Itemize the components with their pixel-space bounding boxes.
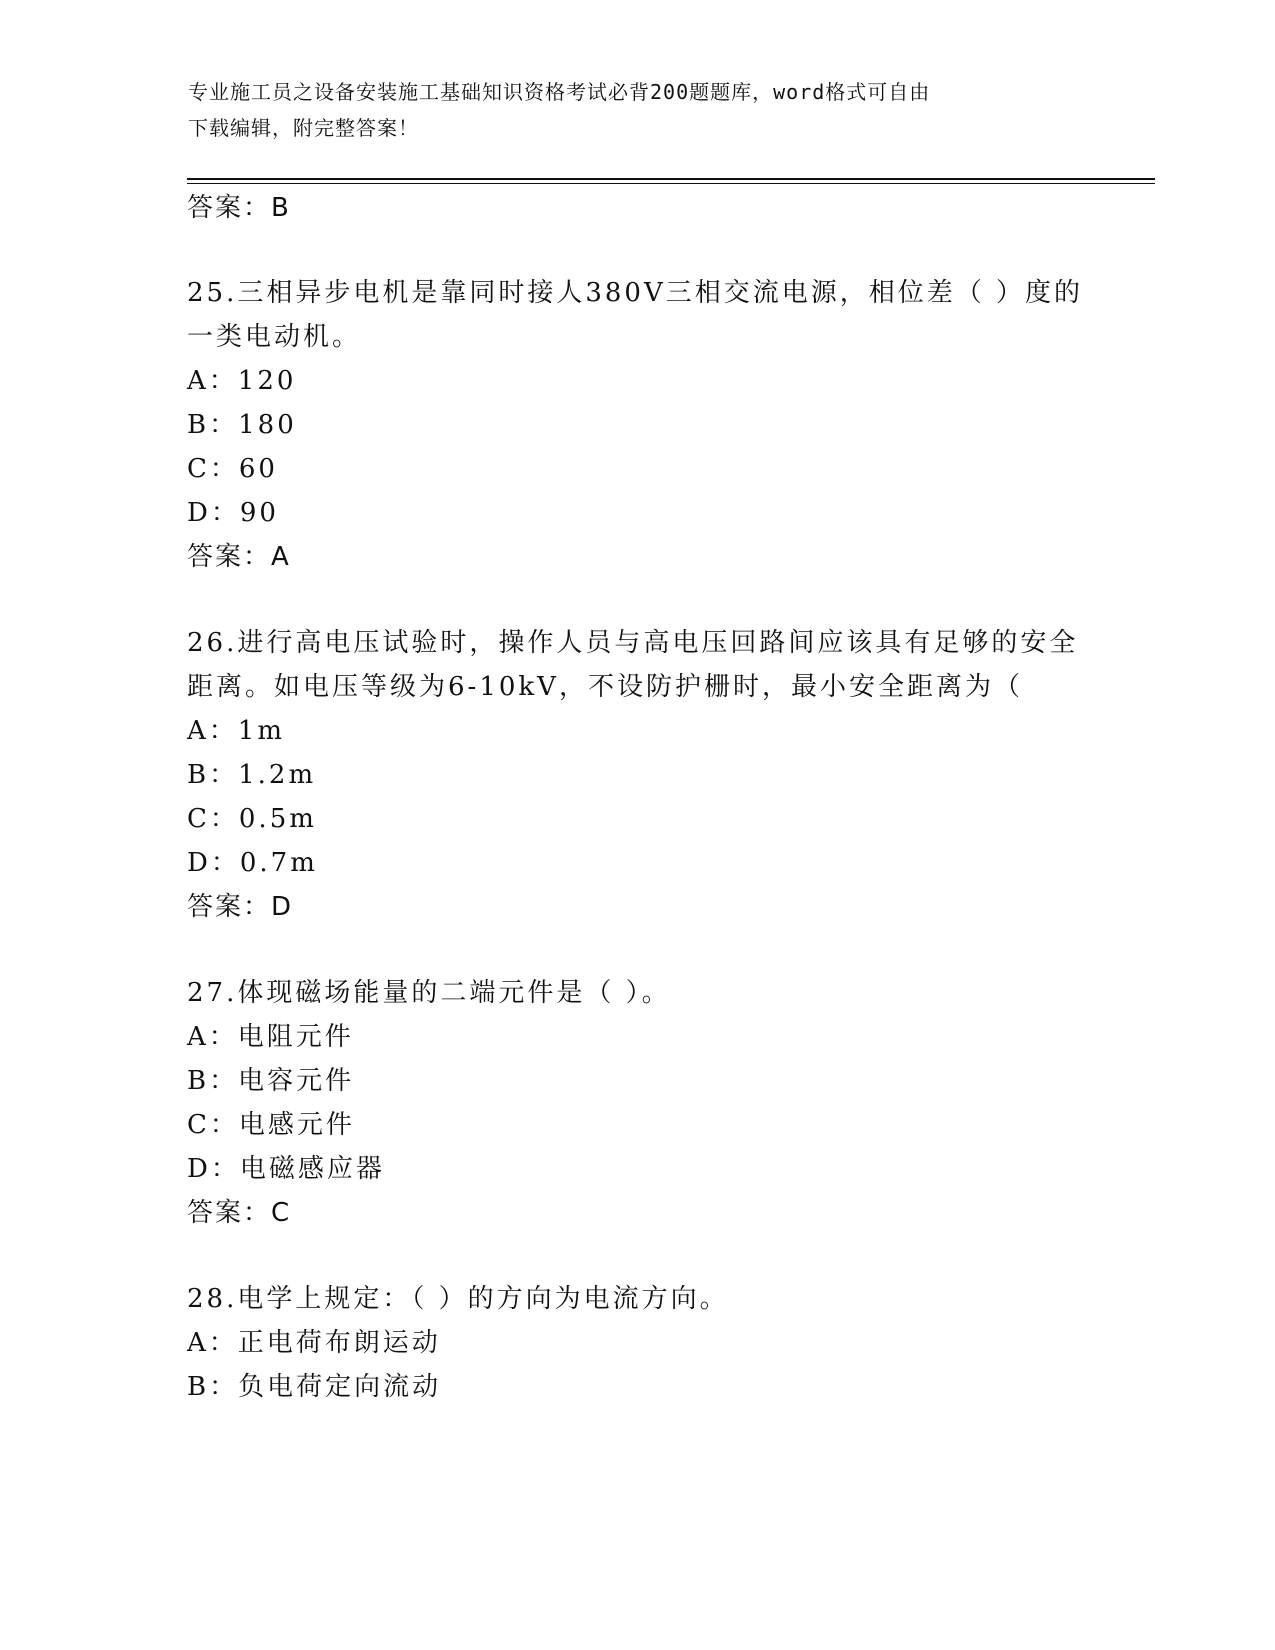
header-divider	[187, 178, 1155, 180]
q28-option-b: B：负电荷定向流动	[187, 1372, 442, 1402]
prev-answer: 答案：B	[187, 193, 291, 223]
q27-stem-line-1: 27.体现磁场能量的二端元件是（ ）。	[187, 978, 671, 1008]
q27-option-b: B：电容元件	[187, 1066, 355, 1096]
q25-option-a: A：120	[187, 366, 297, 396]
q28-option-a: A：正电荷布朗运动	[187, 1328, 441, 1358]
q26-stem-line-2: 距离。如电压等级为6-10kV，不设防护栅时，最小安全距离为（	[187, 672, 1023, 702]
header-line-2: 下载编辑，附完整答案！	[188, 116, 419, 140]
q25-option-b: B：180	[187, 410, 297, 440]
q25-stem-line-2: 一类电动机。	[187, 322, 362, 352]
document-header	[188, 74, 1078, 146]
header-divider-thin	[187, 183, 1155, 184]
q26-option-b: B：1.2m	[187, 760, 317, 790]
q25-option-d: D：90	[187, 498, 279, 528]
q25-stem-line-1: 25.三相异步电机是靠同时接人380V三相交流电源，相位差（ ）度的	[187, 278, 1084, 308]
q28-stem-line-1: 28.电学上规定：（ ）的方向为电流方向。	[187, 1284, 729, 1314]
q26-stem-line-1: 26.进行高电压试验时，操作人员与高电压回路间应该具有足够的安全	[187, 628, 1079, 658]
header-line-1: 专业施工员之设备安装施工基础知识资格考试必背200题题库，word格式可自由	[188, 80, 931, 104]
q27-answer: 答案：C	[187, 1198, 292, 1228]
q26-option-d: D：0.7m	[187, 848, 318, 878]
q27-option-d: D：电磁感应器	[187, 1154, 385, 1184]
q26-option-a: A：1m	[187, 716, 285, 746]
q25-answer: 答案：A	[187, 542, 291, 572]
q26-option-c: C：0.5m	[187, 804, 317, 834]
q25-option-c: C：60	[187, 454, 278, 484]
q27-option-a: A：电阻元件	[187, 1022, 354, 1052]
q26-answer: 答案：D	[187, 892, 294, 922]
q27-option-c: C：电感元件	[187, 1110, 355, 1140]
